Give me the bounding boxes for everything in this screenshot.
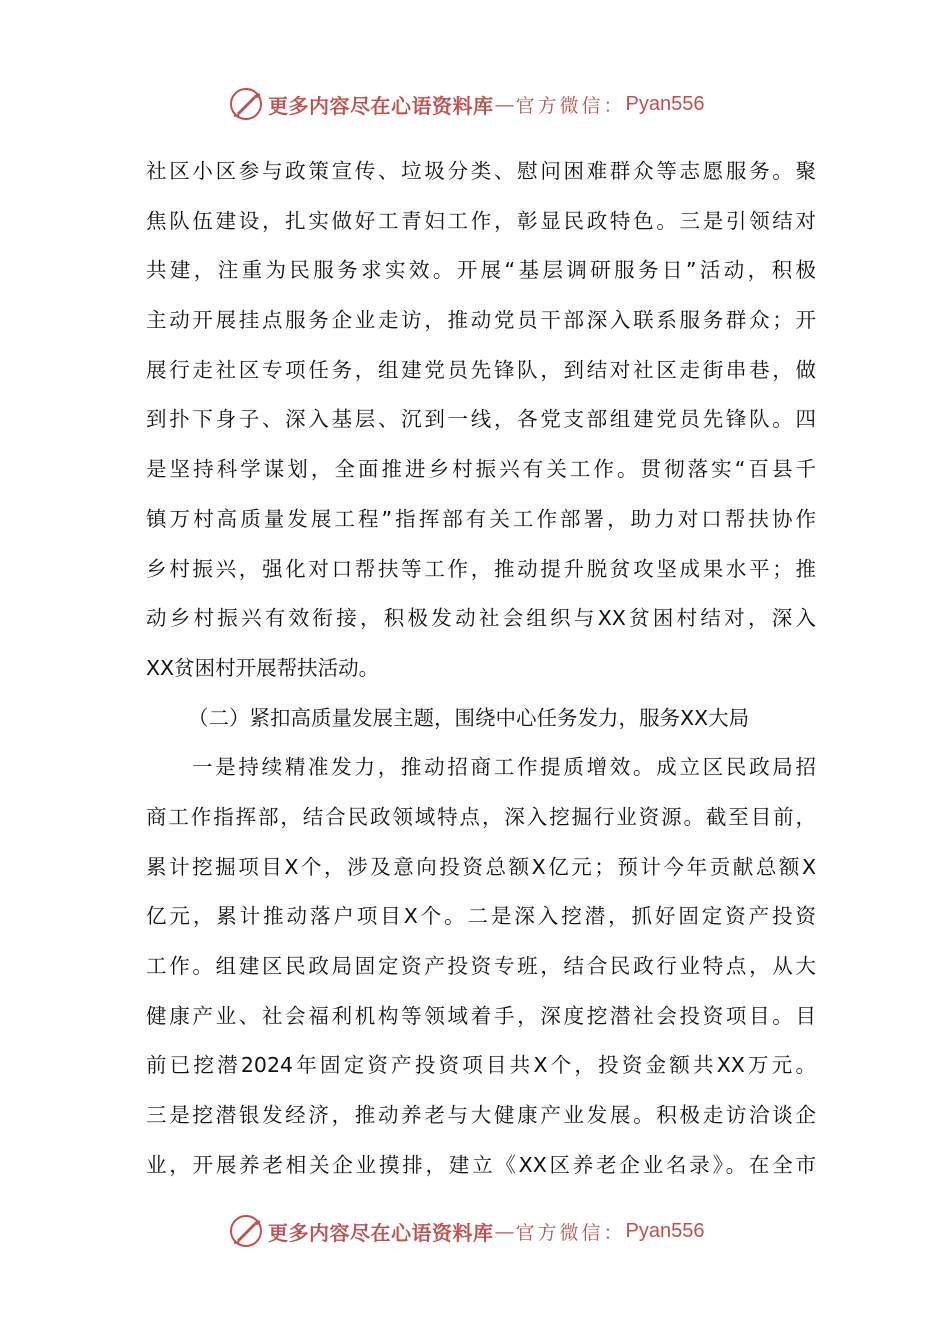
body-line-7: 是坚持科学谋划，全面推进乡村振兴有关工作。贯彻落实“百县千 [146, 457, 816, 482]
quill-logo-icon [228, 1213, 264, 1249]
section-heading: （二）紧扣高质量发展主题，围绕中心任务发力，服务XX大局 [188, 705, 750, 730]
body-line-8: 镇万村高质量发展工程”指挥部有关工作部署，助力对口帮扶协作 [146, 506, 816, 531]
body-line-18: 健康产业、社会福利机构等领域着手，深度挖潜社会投资项目。目 [146, 1003, 816, 1028]
banner-dash: — [494, 1219, 515, 1243]
banner-wechat-id: Pyan556 [625, 92, 705, 115]
banner-dash: — [494, 92, 515, 116]
body-line-1: 社区小区参与政策宣传、垃圾分类、慰问困难群众等志愿服务。聚 [146, 159, 816, 183]
body-line-20: 三是挖潜银发经济，推动养老与大健康产业发展。积极走访洽谈企 [146, 1103, 816, 1128]
body-line-3: 共建，注重为民服务求实效。开展“基层调研服务日”活动，积极 [146, 258, 816, 283]
body-text [146, 147, 816, 1190]
header-banner[interactable] [228, 84, 704, 124]
body-line-17: 工作。组建区民政局固定资产投资专班，结合民政行业特点，从大 [146, 954, 816, 978]
body-line-13: 一是持续精准发力，推动招商工作提质增效。成立区民政局招 [192, 755, 816, 780]
body-line-14: 商工作指挥部，结合民政领域特点，深入挖掘行业资源。截至目前， [146, 804, 816, 829]
banner-wechat-label: 官方微信： [515, 1221, 626, 1244]
body-line-21: 业，开展养老相关企业摸排，建立《XX区养老企业名录》。在全市 [146, 1152, 816, 1177]
body-line-11: XX贫困村开展帮扶活动。 [146, 655, 380, 680]
body-line-9: 乡村振兴，强化对口帮扶等工作，推动提升脱贫攻坚成果水平；推 [146, 556, 816, 581]
body-line-2: 焦队伍建设，扎实做好工青妇工作，彰显民政特色。三是引领结对 [146, 208, 816, 233]
banner-title: 更多内容尽在心语资料库 [268, 1220, 494, 1245]
body-line-15: 累计挖掘项目X个，涉及意向投资总额X亿元；预计今年贡献总额X [146, 854, 816, 879]
body-line-10: 动乡村振兴有效衔接，积极发动社会组织与XX贫困村结对，深入 [146, 606, 816, 631]
footer-banner[interactable] [228, 1211, 704, 1251]
quill-logo-icon [228, 86, 264, 122]
body-line-16: 亿元，累计推动落户项目X个。二是深入挖潜，抓好固定资产投资 [146, 904, 816, 929]
banner-wechat-id: Pyan556 [625, 1219, 705, 1242]
body-line-4: 主动开展挂点服务企业走访，推动党员干部深入联系服务群众；开 [146, 308, 816, 333]
banner-title: 更多内容尽在心语资料库 [268, 93, 494, 118]
body-line-6: 到扑下身子、深入基层、沉到一线，各党支部组建党员先锋队。四 [146, 407, 816, 432]
banner-wechat-label: 官方微信： [515, 94, 626, 117]
body-line-5: 展行走社区专项任务，组建党员先锋队，到结对社区走街串巷，做 [146, 357, 816, 382]
body-line-19: 前已挖潜2024年固定资产投资项目共X个，投资金额共XX万元。 [146, 1053, 816, 1078]
